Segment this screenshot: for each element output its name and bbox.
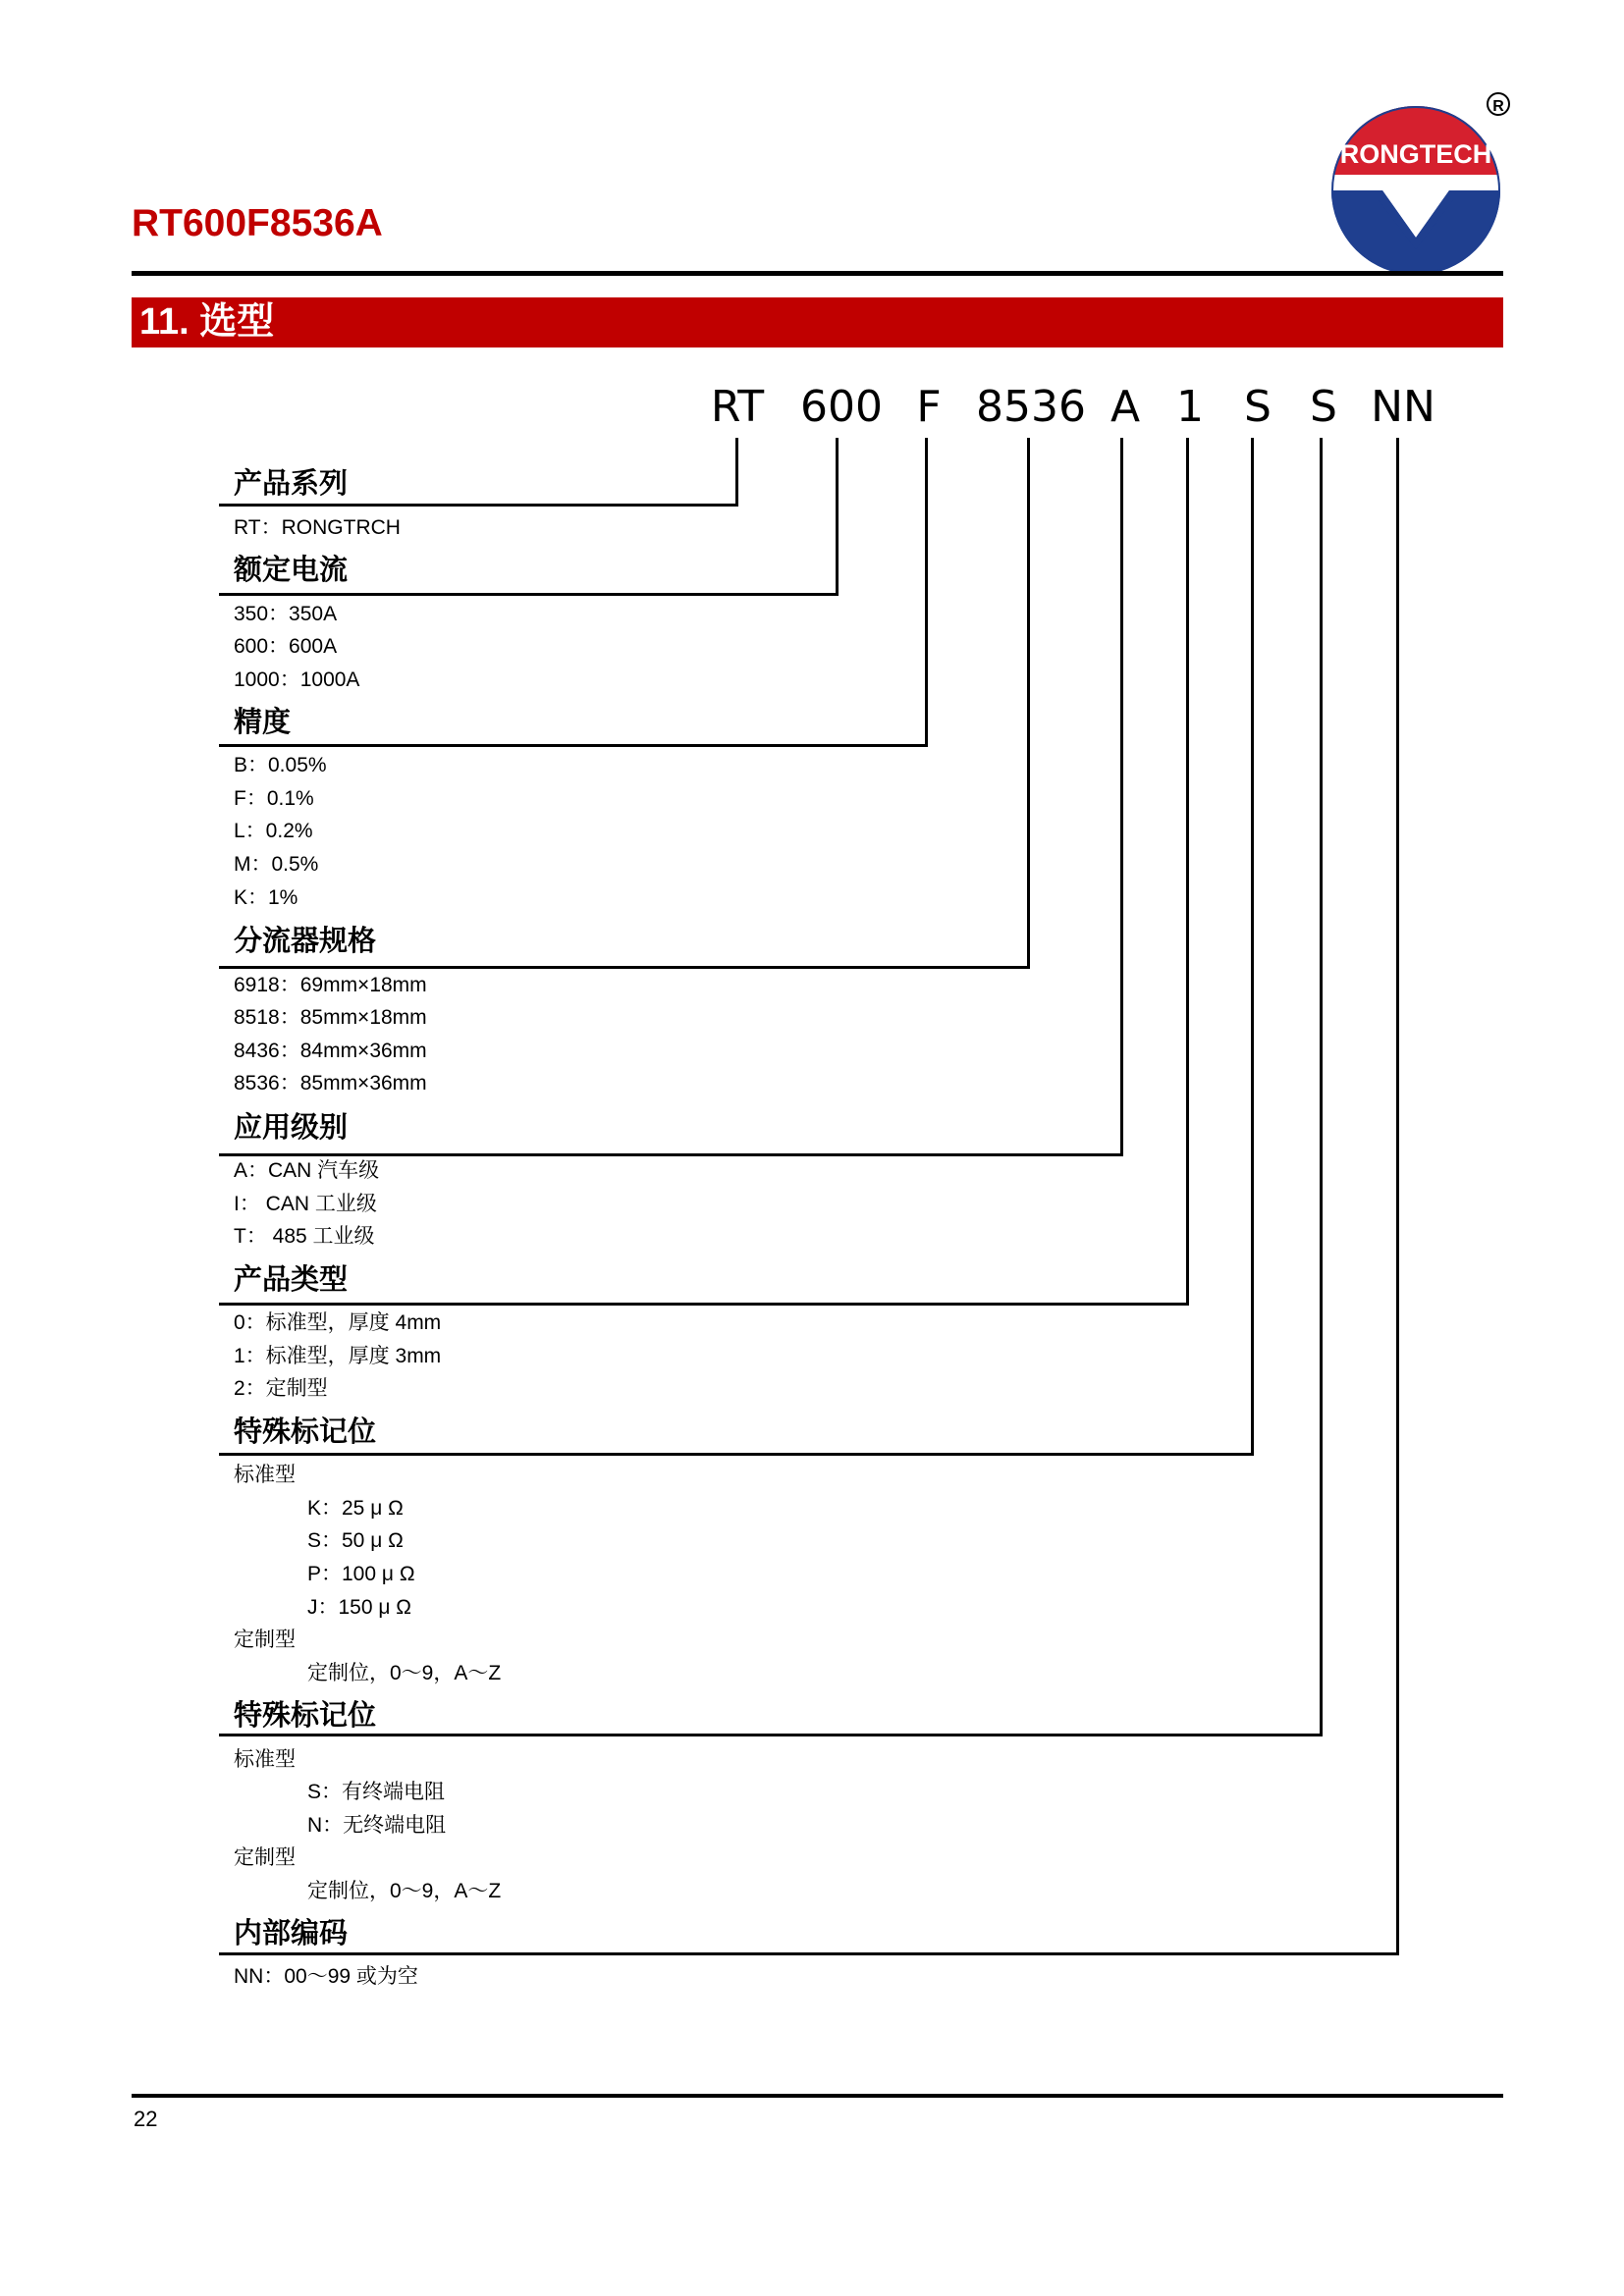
- connector-special-mark-2: [1320, 438, 1323, 1736]
- logo-text: RONGTECH: [1339, 139, 1492, 169]
- connector-series: [735, 438, 738, 507]
- list-item: 600：600A: [234, 635, 338, 658]
- heading-product-type: 产品类型: [234, 1264, 349, 1296]
- registered-mark: R: [1492, 98, 1504, 115]
- list-item: M：0.5%: [234, 853, 319, 876]
- code-special-mark-1: S: [1244, 382, 1272, 432]
- page-number: 22: [134, 2107, 158, 2131]
- connector-application-level: [1120, 438, 1123, 1156]
- list-item: RT：RONGTRCH: [234, 516, 401, 539]
- list-item: N：无终端电阻: [307, 1814, 447, 1837]
- list-item: 6918：69mm×18mm: [234, 974, 427, 996]
- rule-shunt-spec: [219, 966, 1030, 969]
- list-item: K：1%: [234, 886, 298, 909]
- connector-special-mark-1: [1251, 438, 1254, 1456]
- list-item: 定制型: [234, 1629, 296, 1651]
- list-item: A：CAN 汽车级: [234, 1159, 380, 1182]
- heading-shunt-spec: 分流器规格: [234, 926, 377, 957]
- list-item: 8536：85mm×36mm: [234, 1072, 427, 1095]
- section-bar: [132, 297, 1503, 347]
- list-item: 8436：84mm×36mm: [234, 1040, 427, 1062]
- list-item: B：0.05%: [234, 754, 327, 776]
- list-item: 0：标准型，厚度 4mm: [234, 1311, 442, 1334]
- list-item: L：0.2%: [234, 820, 313, 842]
- list-item: T： 485 工业级: [234, 1225, 375, 1248]
- list-item: 8518：85mm×18mm: [234, 1006, 427, 1029]
- code-accuracy: F: [916, 382, 942, 432]
- connector-current: [836, 438, 839, 596]
- connector-internal: [1396, 438, 1399, 1955]
- rule-special-mark-2: [219, 1734, 1323, 1736]
- list-item: 1：标准型，厚度 3mm: [234, 1345, 442, 1367]
- list-item: 1000：1000A: [234, 668, 360, 691]
- rule-product-type: [219, 1303, 1189, 1306]
- header-rule: [132, 271, 1503, 276]
- rule-current: [219, 593, 839, 596]
- list-item: 定制位，0～9，A～Z: [307, 1880, 502, 1902]
- connector-product-type: [1186, 438, 1189, 1306]
- list-item: NN：00～99 或为空: [234, 1965, 418, 1988]
- list-item: 定制位，0～9，A～Z: [307, 1662, 502, 1684]
- list-item: S：50 μ Ω: [307, 1529, 404, 1552]
- code-product-type: 1: [1176, 382, 1204, 432]
- list-item: F：0.1%: [234, 787, 314, 810]
- code-internal: NN: [1371, 382, 1435, 432]
- list-item: 350：350A: [234, 603, 338, 625]
- code-special-mark-2: S: [1310, 382, 1337, 432]
- list-item: 定制型: [234, 1846, 296, 1869]
- code-shunt-spec: 8536: [976, 382, 1086, 432]
- code-series: RT: [710, 382, 765, 432]
- section-title: 11. 选型: [139, 301, 275, 343]
- heading-accuracy: 精度: [234, 707, 292, 738]
- connector-shunt-spec: [1027, 438, 1030, 969]
- rongtech-logo: [1331, 90, 1516, 277]
- heading-rated-current: 额定电流: [234, 555, 349, 586]
- heading-special-mark-2: 特殊标记位: [234, 1700, 377, 1732]
- list-item: K：25 μ Ω: [307, 1497, 404, 1520]
- heading-special-mark-1: 特殊标记位: [234, 1416, 377, 1448]
- rule-special-mark-1: [219, 1453, 1254, 1456]
- document-title: RT600F8536A: [132, 202, 383, 244]
- rule-application-level: [219, 1153, 1123, 1156]
- list-item: 2：定制型: [234, 1377, 328, 1400]
- rule-internal: [219, 1952, 1399, 1955]
- list-item: 标准型: [234, 1464, 296, 1486]
- heading-internal-code: 内部编码: [234, 1918, 349, 1949]
- list-item: S：有终端电阻: [307, 1781, 446, 1803]
- code-application-level: A: [1110, 382, 1141, 432]
- heading-application-level: 应用级别: [234, 1112, 349, 1144]
- code-current: 600: [800, 382, 883, 432]
- list-item: 标准型: [234, 1748, 296, 1771]
- list-item: J：150 μ Ω: [307, 1596, 412, 1619]
- rule-accuracy: [219, 744, 928, 747]
- connector-accuracy: [925, 438, 928, 747]
- list-item: I： CAN 工业级: [234, 1193, 377, 1215]
- heading-product-series: 产品系列: [234, 468, 349, 500]
- footer-rule: [132, 2094, 1503, 2098]
- rule-series: [219, 504, 738, 507]
- list-item: P：100 μ Ω: [307, 1563, 415, 1585]
